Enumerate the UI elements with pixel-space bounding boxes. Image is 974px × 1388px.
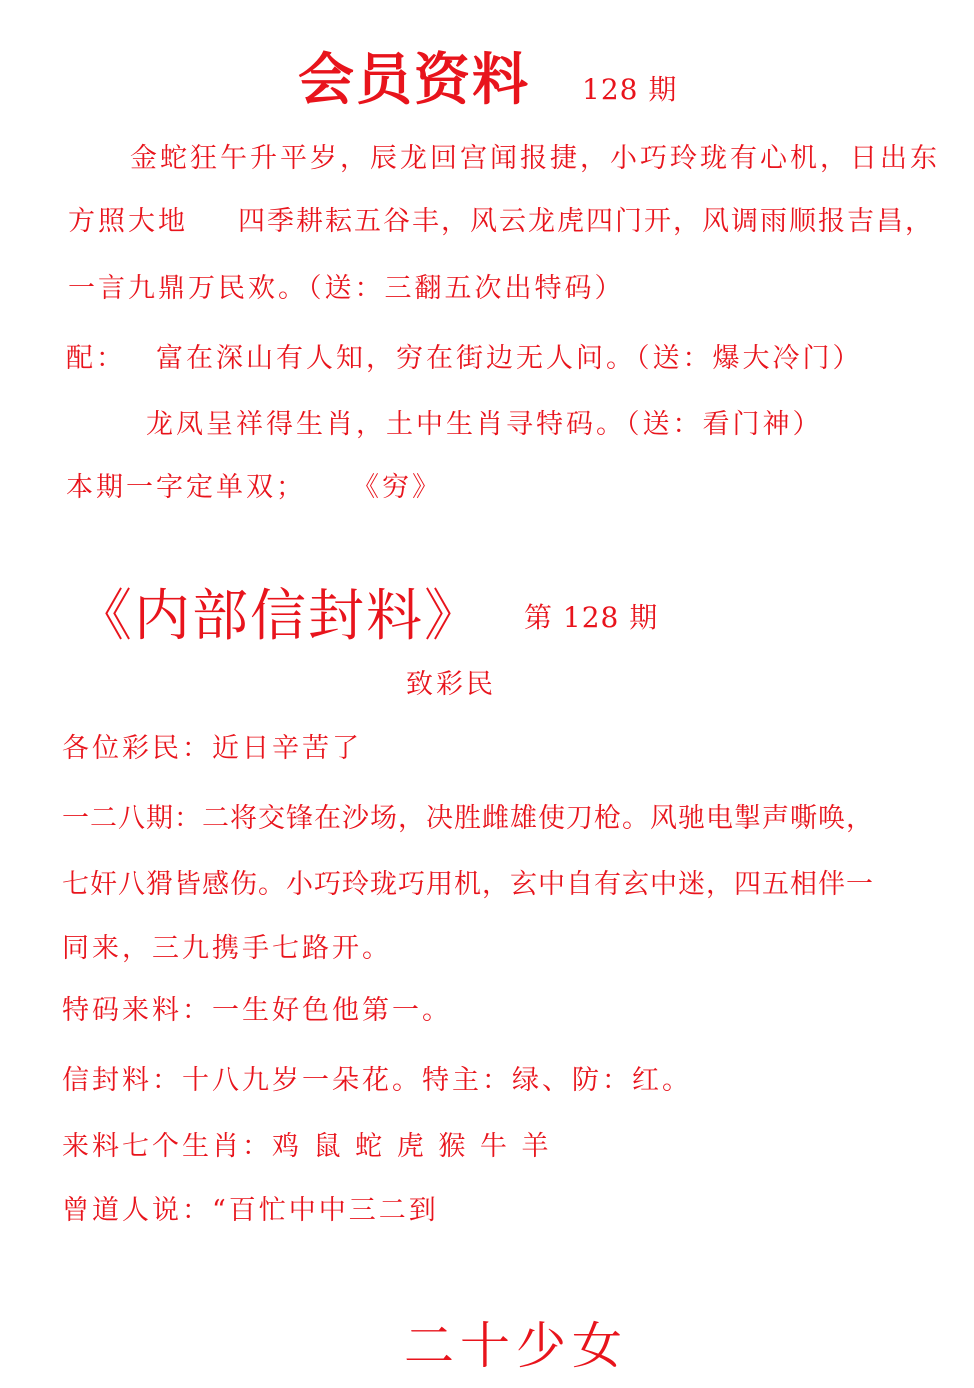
section1-line-6: 本期一字定单双； [66,472,306,503]
section1-line-3: 一言九鼎万民欢。（送：三翻五次出特码） [68,273,625,304]
section2-line-3: 七奸八猾皆感伤。小巧玲珑巧用机，玄中自有玄中迷，四五相伴一 [62,869,874,900]
section2-line-1: 各位彩民：近日辛苦了 [62,733,362,764]
section1-title: 会员资料 [298,47,530,113]
section1-line-5: 龙凤呈祥得生肖，土中生肖寻特码。（送：看门神） [146,409,823,440]
section1-line-1: 金蛇狂午升平岁，辰龙回宫闻报捷，小巧玲珑有心机，日出东 [130,143,940,174]
section1-line-2a: 方照大地 [68,206,188,237]
section2-line-8: 曾道人说：“百忙中中三二到 [62,1195,439,1226]
section1-line-4: 富在深山有人知，穷在街边无人问。（送：爆大冷门） [156,343,863,374]
section1-pei-label: 配： [66,343,126,374]
section2-line-5: 特码来料：一生好色他第一。 [62,995,452,1026]
footer-text: 二十少女 [404,1317,628,1375]
section2-title: 《内部信封料》 [76,584,482,649]
section2-line-4: 同来，三九携手七路开。 [62,933,392,964]
section2-line-2: 一二八期：二将交锋在沙场，决胜雌雄使刀枪。风驰电掣声嘶唤， [62,803,874,834]
section2-subtitle: 致彩民 [406,669,496,700]
section1-issue: 128 期 [582,73,678,106]
section2-line-7: 来料七个生肖：鸡 鼠 蛇 虎 猴 牛 羊 [62,1131,552,1162]
section2-line-6: 信封料：十八九岁一朵花。特主：绿、防：红。 [62,1065,692,1096]
section1-key-char: 《穷》 [352,472,442,503]
section1-line-2b: 四季耕耘五谷丰，风云龙虎四门开，风调雨顺报吉昌， [238,206,934,237]
section2-issue: 第 128 期 [524,601,659,634]
